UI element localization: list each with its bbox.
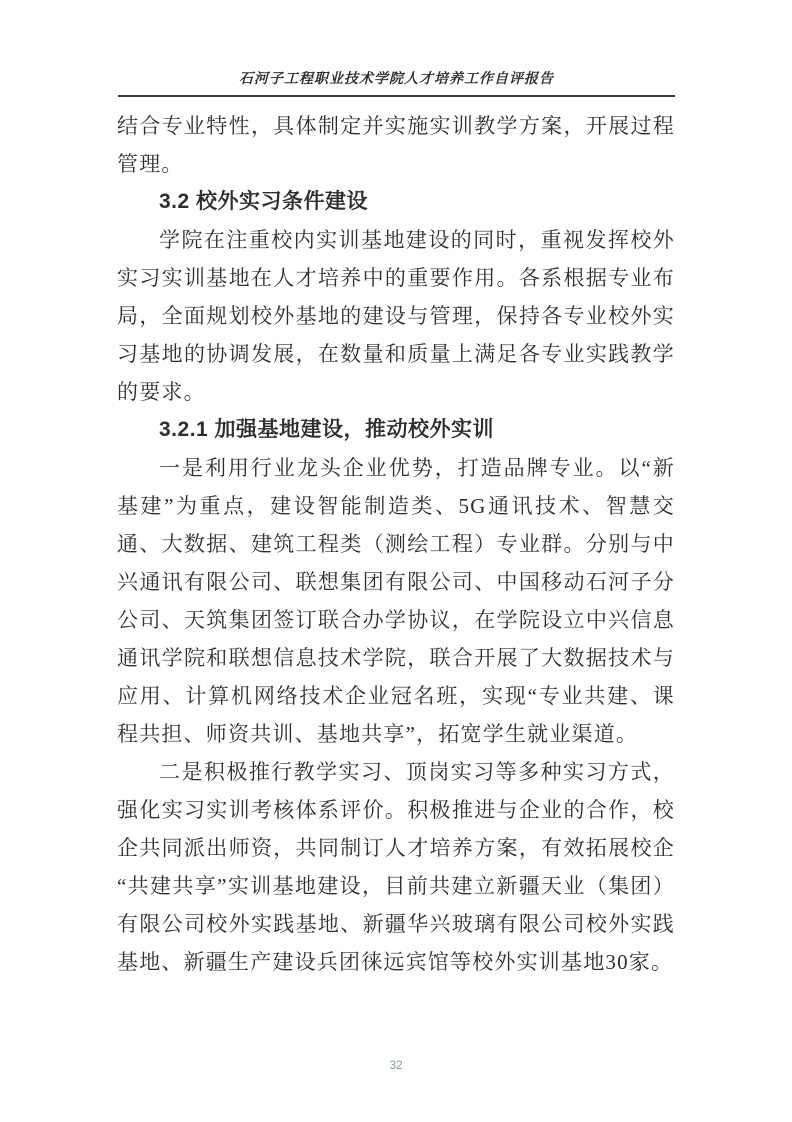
paragraph-internship-methods: 二是积极推行教学实习、顶岗实习等多种实习方式，强化实习实训考核体系评价。积极推进与企业的合作，校企共同派出师资，共同制订人才培养方案，有效拓展校企“共建共享”实训基地建设，目前共建立新疆天业（集团）有限公司校外实践基地、新疆华兴玻璃有限公司校外实践基地、新疆生产建设兵团徕远宾馆等校外实训基地30家。 [117, 760, 675, 974]
paragraph-campus-external-bases: 学院在注重校内实训基地建设的同时，重视发挥校外实习实训基地在人才培养中的重要作用。各系根据专业布局，全面规划校外基地的建设与管理，保持各专业校外实习基地的协调发展，在数量和质量上满足各专业实践教学的要求。 [117, 228, 675, 404]
paragraph-continuation: 结合专业特性，具体制定并实施实训教学方案，开展过程管理。 [117, 114, 675, 176]
paragraph-brand-majors: 一是利用行业龙头企业优势，打造品牌专业。以“新基建”为重点，建设智能制造类、5G通讯技术、智慧交通、大数据、建筑工程类（测绘工程）专业群。分别与中兴通讯有限公司、联想集团有限公司、中国移动石河子分公司、天筑集团签订联合办学协议，在学院设立中兴信息通讯学院和联想信息技术学院，联合开展了大数据技术与应用、计算机网络技术企业冠名班，实现“专业共建、课程共担、师资共训、基地共享”，拓宽学生就业渠道。 [117, 456, 675, 746]
document-body [117, 107, 675, 981]
section-heading-3-2-1: 3.2.1 加强基地建设，推动校外实训 [159, 418, 495, 441]
page-header-title: 石河子工程职业技术学院人才培养工作自评报告 [118, 68, 675, 97]
section-heading-3-2: 3.2 校外实习条件建设 [159, 190, 369, 213]
page-number: 32 [389, 1058, 403, 1072]
